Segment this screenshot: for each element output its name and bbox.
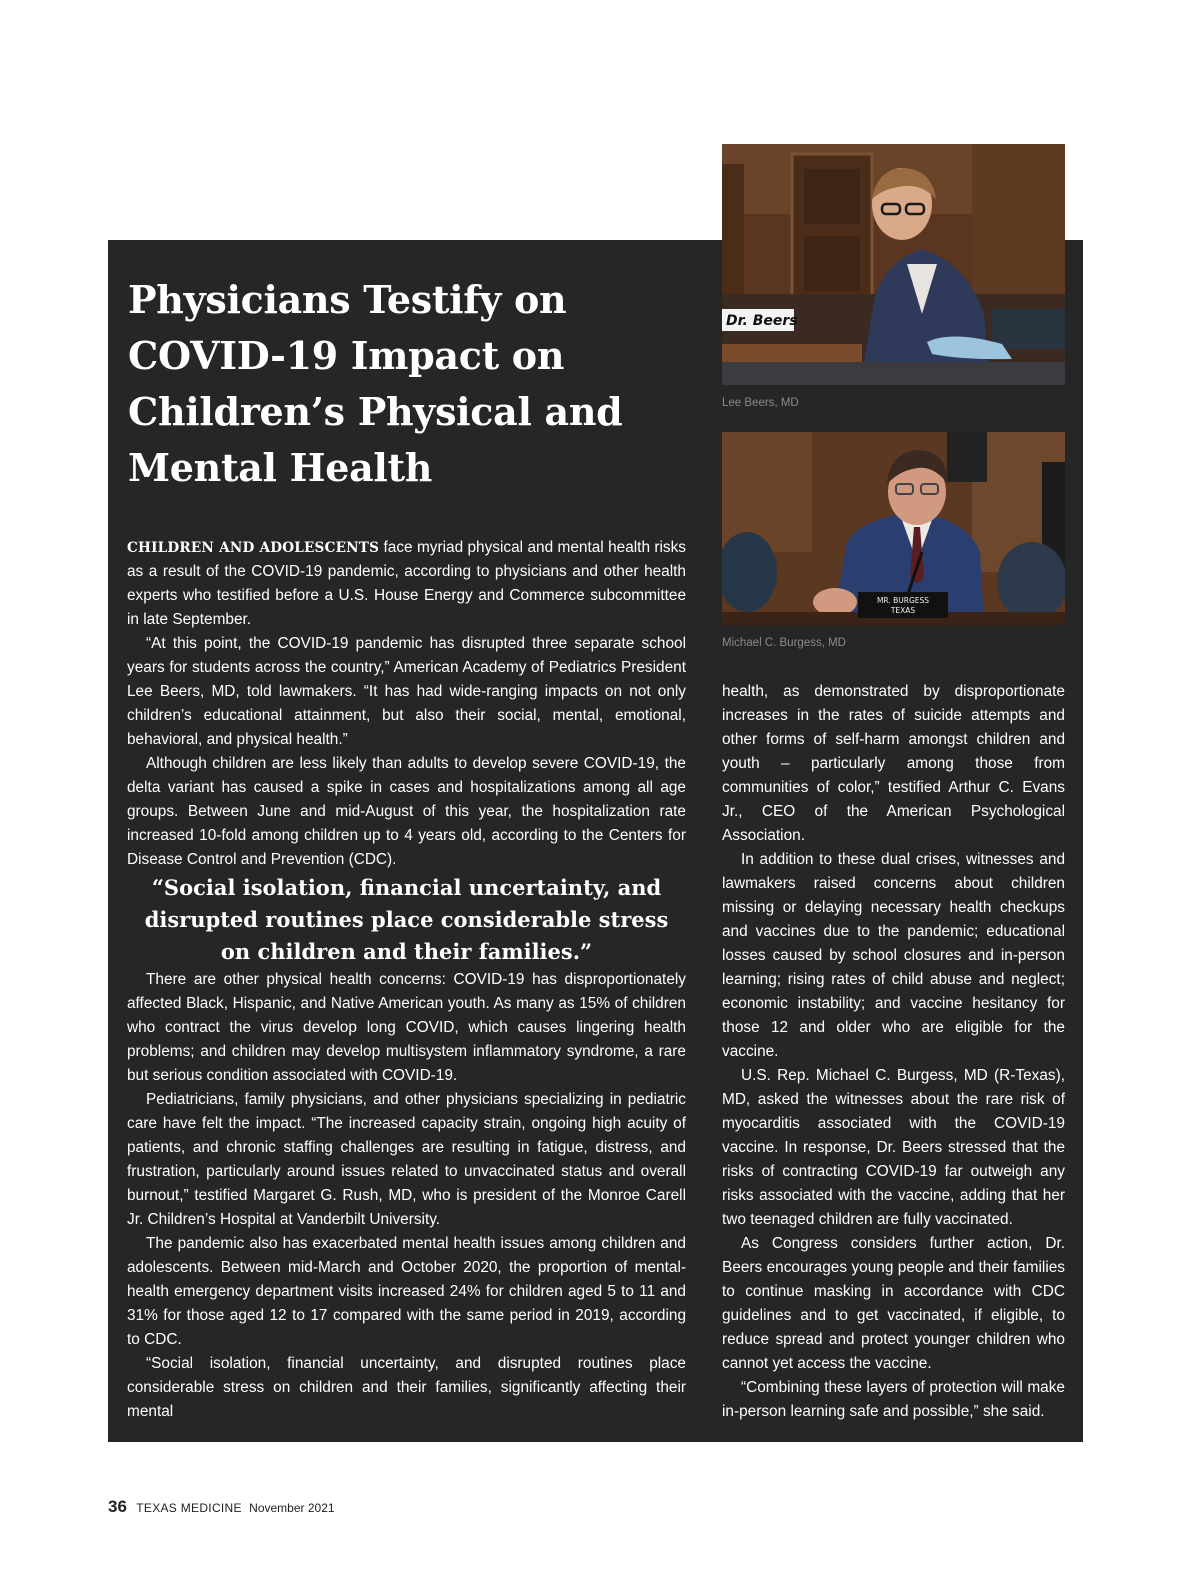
beers-nameplate-text: Dr. Beers (726, 313, 798, 329)
article-paragraph: In addition to these dual crises, witnesses and lawmakers raised concerns about children missing or delaying necessary health checkups and vaccines due to the pandemic; educational losses caused by school closures and in-person learning; rising rates of child abuse and neglect; economic instability; and vaccine hesitancy for those 12 and older who are eligible for the vaccine. (722, 851, 1065, 1060)
page-number: 36 (108, 1497, 127, 1516)
article-headline: Physicians Testify on COVID-19 Impact on Children’s Physical and Mental Health (128, 277, 623, 490)
magazine-name: TEXAS MEDICINE (136, 1501, 242, 1515)
article-paragraph: “At this point, the COVID-19 pandemic has disrupted three separate school years for students across the country,” American Academy of Pediatrics President Lee Beers, MD, told lawmakers. “It has had wide-ranging impacts on not only children’s educational attainment, but also their social, mental, emotional, behavioral, and physical health.” (127, 635, 686, 748)
lead-paragraph-text: face myriad physical and mental health risks as a result of the COVID-19 pandemic, according to physicians and other health experts who testified before a U.S. House Energy and Commerce subcommittee in late September. (127, 539, 686, 628)
article-paragraph: There are other physical health concerns: COVID-19 has disproportionately affected Black, Hispanic, and Native American youth. As many as 15% of children who contract the virus develop long COVID, which causes lingering health problems; and children may develop multisystem inflammatory syndrome, a rare but serious condition associated with COVID-19. (127, 971, 686, 1084)
issue-date: November 2021 (249, 1501, 335, 1515)
article-paragraph: “Combining these layers of protection will make in-person learning safe and possible,” she said. (722, 1379, 1065, 1420)
photo-lee-beers (722, 144, 1065, 385)
burgess-nameplate-line1: MR. BURGESS (876, 596, 930, 605)
article-paragraph: “Social isolation, financial uncertainty, and disrupted routines place considerable stress on children and their families, significantly affecting their mental (127, 1355, 686, 1420)
article-paragraph: The pandemic also has exacerbated mental health issues among children and adolescents. Between mid-March and October 2020, the proportion of mental-health emergency department visits increased 24% for children aged 5 to 11 and 31% for those aged 12 to 17 compared with the same period in 2019, according to CDC. (127, 1235, 686, 1348)
article-paragraph: U.S. Rep. Michael C. Burgess, MD (R-Texas), MD, asked the witnesses about the rare risk of myocarditis associated with the COVID-19 vaccine. In response, Dr. Beers stressed that the risks of contracting COVID-19 far outweigh any risks associated with the vaccine, adding that her two teenaged children are fully vaccinated. (722, 1067, 1065, 1228)
article-paragraph: Although children are less likely than adults to develop severe COVID-19, the delta variant has caused a spike in cases and hospitalizations among all age groups. Between June and mid-August of this year, the hospitalization rate increased 10-fold among children up to 4 years old, according to the Centers for Disease Control and Prevention (CDC). (127, 755, 686, 868)
caption-lee-beers: Lee Beers, MD (722, 397, 799, 409)
article-left-column (127, 536, 686, 1424)
article-paragraph (127, 536, 686, 632)
lead-in-caps: CHILDREN AND ADOLESCENTS (127, 540, 380, 556)
article-paragraph: As Congress considers further action, Dr. Beers encourages young people and their families to continue masking in accordance with CDC guidelines and to get vaccinated, if eligible, to reduce spread and protect younger children who cannot yet access the vaccine. (722, 1235, 1065, 1372)
caption-michael-burgess: Michael C. Burgess, MD (722, 637, 846, 649)
pull-quote: “Social isolation, financial uncertainty, and disrupted routines place considerable stress on children and their families.” (144, 875, 669, 964)
burgess-nameplate-line2: TEXAS (890, 606, 916, 615)
article-right-column (722, 680, 1065, 1424)
article-paragraph: Pediatricians, family physicians, and other physicians specializing in pediatric care have felt the impact. “The increased capacity strain, ongoing high acuity of patients, and chronic staffing challenges are resulting in fatigue, distress, and frustration, particularly around issues related to unvaccinated status and overall burnout,” testified Margaret G. Rush, MD, who is president of the Monroe Carell Jr. Children’s Hospital at Vanderbilt University. (127, 1091, 686, 1228)
article-paragraph: health, as demonstrated by disproportionate increases in the rates of suicide attempts and other forms of self-harm amongst children and youth – particularly among those from communities of color,” testified Arthur C. Evans Jr., CEO of the American Psychological Association. (722, 683, 1065, 844)
page-footer (108, 1497, 335, 1517)
photo-michael-burgess (722, 432, 1065, 625)
